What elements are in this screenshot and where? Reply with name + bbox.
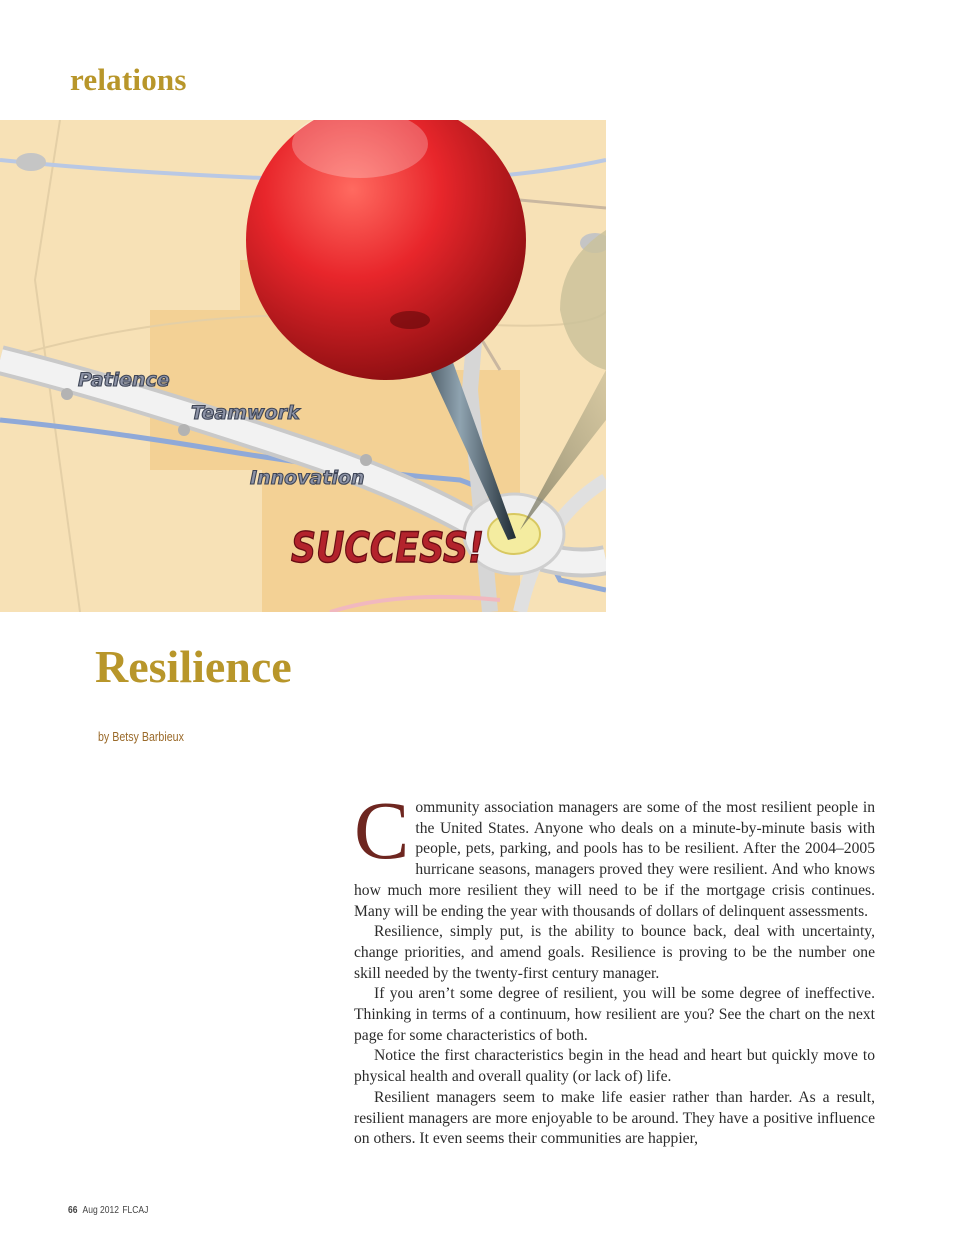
road-label-patience: Patience [78, 369, 170, 391]
issue-date: Aug 2012 [82, 1205, 119, 1216]
page-footer [68, 1205, 148, 1216]
road-label-innovation: Innovation [250, 467, 365, 489]
hero-map-illustration [0, 120, 606, 612]
article-title: Resilience [95, 641, 292, 692]
paragraph-text: ommunity association managers are some of the most resilient people in the United States. Anyone who deals on a minute-by-minute basis with people, pets, parking, and pools has to be resilient. After the 2004–2005 hurricane seasons, managers proved they were resilient. And who knows how much more resilient they will need to be if the mortgage crisis continues. Many will be ending the year with thousands of dollars of delinquent assessments. [354, 799, 875, 920]
paragraph [354, 784, 875, 922]
headline-success: SUCCESS! [291, 523, 484, 572]
paragraph: Resilience, simply put, is the ability to bounce back, deal with uncertainty, change priorities, and amend goals. Resilience is proving to be the number one skill needed by the twenty-first century manager. [354, 923, 875, 982]
section-label: relations [70, 62, 187, 97]
article-byline: by Betsy Barbieux [98, 729, 184, 744]
map-graphic [0, 120, 606, 612]
road-label-teamwork: Teamwork [191, 402, 300, 424]
paragraph: Resilient managers seem to make life easier rather than harder. As a result, resilient managers are more enjoyable to be around. They have a positive influence on others. It even seems their communities are happier, [354, 1088, 875, 1148]
publication-name: FLCAJ [122, 1205, 149, 1216]
paragraph: If you aren’t some degree of resilient, you will be some degree of ineffective. Thinking in terms of a continuum, how resilient are you? See the chart on the next page for some characteristics of both. [354, 985, 875, 1044]
paragraph: Notice the first characteristics begin in the head and heart but quickly move to physical health and overall quality (or lack of) life. [354, 1047, 875, 1086]
article-body [354, 784, 875, 1150]
drop-cap: C [354, 784, 410, 876]
page-number: 66 [68, 1205, 78, 1216]
